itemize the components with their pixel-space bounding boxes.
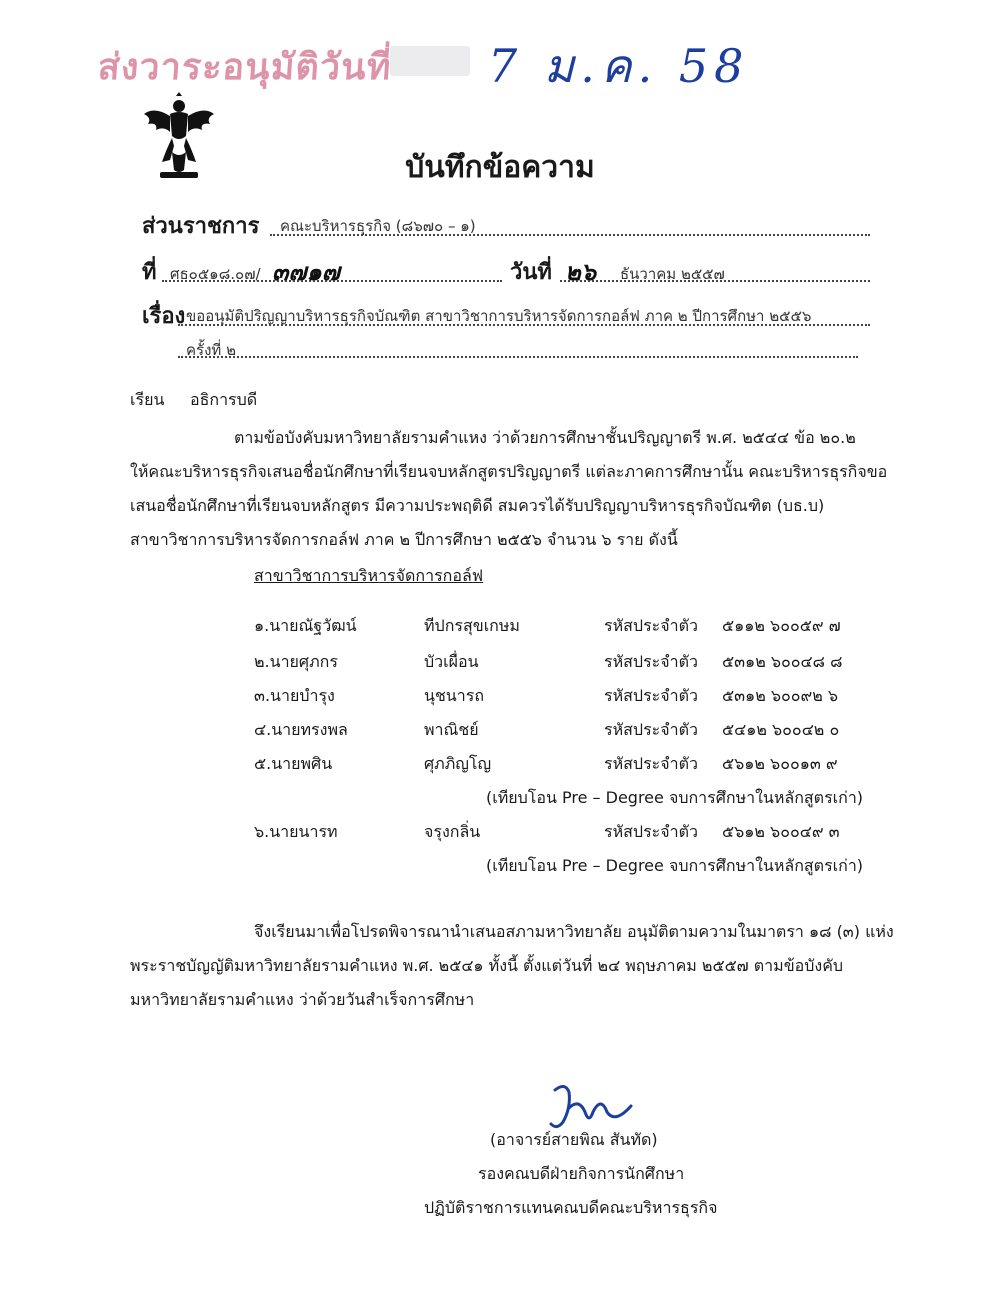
student-id: ๕๓๑๒ ๖๐๐๙๒ ๖: [722, 686, 839, 705]
signer-name: (อาจารย์สายพิณ สันทัด): [490, 1130, 658, 1149]
student-name: ๓.นายบำรุง: [254, 686, 335, 705]
student-surname: ทีปกรสุขเกษม: [424, 616, 520, 635]
student-name: ๑.นายณัฐวัฒน์: [254, 616, 357, 635]
paragraph-1-line: ตามข้อบังคับมหาวิทยาลัยรามคำแหง ว่าด้วยการศึกษาชั้นปริญญาตรี พ.ศ. ๒๕๔๔ ข้อ ๒๐.๒: [234, 428, 856, 447]
student-id-label: รหัสประจำตัว: [604, 652, 698, 671]
student-note: (เทียบโอน Pre – Degree จบการศึกษาในหลักสูตรเก่า): [486, 856, 864, 875]
subject-label: เรื่อง: [142, 304, 186, 329]
student-name: ๔.นายทรงพล: [254, 720, 348, 739]
paragraph-1-line: ให้คณะบริหารธุรกิจเสนอชื่อนักศึกษาที่เรียนจบหลักสูตรปริญญาตรี แต่ละภาคการศึกษานั้น คณะบริหารธุรกิจขอ: [130, 462, 888, 481]
subject-dotline-2: [178, 356, 858, 358]
student-id-label: รหัสประจำตัว: [604, 754, 698, 773]
student-name: ๕.นายพศิน: [254, 754, 333, 773]
student-id: ๕๖๑๒ ๖๐๐๑๓ ๙: [722, 754, 838, 773]
subject-line-1: ขออนุมัติปริญญาบริหารธุรกิจบัณฑิต สาขาวิชาการบริหารจัดการกอล์ฟ ภาค ๒ ปีการศึกษา ๒๕๕๖: [186, 307, 812, 325]
handwritten-date: 7 ม.ค. 58: [488, 39, 750, 93]
date-dotline: [560, 280, 870, 282]
student-id-label: รหัสประจำตัว: [604, 686, 698, 705]
student-name: ๒.นายศุภกร: [254, 652, 338, 671]
ref-dotline: [162, 280, 502, 282]
ref-prefix: ศธ๐๕๑๘.๐๗/: [170, 265, 261, 283]
subject-dotline-1: [178, 324, 870, 326]
paragraph-1-line: สาขาวิชาการบริหารจัดการกอล์ฟ ภาค ๒ ปีการศึกษา ๒๕๕๖ จำนวน ๖ ราย ดังนี้: [130, 530, 678, 549]
student-surname: บัวเผื่อน: [424, 652, 479, 671]
memo-title: บันทึกข้อความ: [405, 150, 595, 185]
student-note: (เทียบโอน Pre – Degree จบการศึกษาในหลักสูตรเก่า): [486, 788, 864, 807]
paragraph-2-line: พระราชบัญญัติมหาวิทยาลัยรามคำแหง พ.ศ. ๒๕๔๑ ทั้งนี้ ตั้งแต่วันที่ ๒๔ พฤษภาคม ๒๕๕๗ ตามข้อบังคับ: [130, 956, 844, 975]
approval-stamp: ส่งวาระอนุมัติวันที่: [96, 46, 393, 88]
stamp-smudge: [390, 46, 470, 76]
section-label: ส่วนราชการ: [142, 214, 260, 239]
ref-label: ที่: [142, 260, 157, 285]
student-id: ๕๓๑๒ ๖๐๐๔๘ ๘: [722, 652, 843, 671]
program-heading: สาขาวิชาการบริหารจัดการกอล์ฟ: [254, 566, 484, 585]
signer-position-2: ปฏิบัติราชการแทนคณบดีคณะบริหารธุรกิจ: [424, 1198, 718, 1217]
section-dotline: [270, 234, 870, 236]
subject-line-2: ครั้งที่ ๒: [186, 341, 236, 359]
salutation-to: อธิการบดี: [190, 390, 258, 409]
student-surname: ศุภภิญโญ: [424, 754, 492, 773]
student-name: ๖.นายนารท: [254, 822, 338, 841]
section-value: คณะบริหารธุรกิจ (๘๖๗๐ – ๑): [280, 217, 476, 235]
date-label: วันที่: [510, 260, 552, 285]
student-surname: พาณิชย์: [424, 720, 479, 739]
paragraph-2-line: มหาวิทยาลัยรามคำแหง ว่าด้วยวันสำเร็จการศึกษา: [130, 990, 475, 1009]
student-id: ๕๑๑๒ ๖๐๐๕๙ ๗: [722, 616, 841, 635]
student-id: ๕๖๑๒ ๖๐๐๔๙ ๓: [722, 822, 840, 841]
student-surname: จรุงกลิ่น: [424, 822, 481, 841]
paragraph-1-line: เสนอชื่อนักศึกษาที่เรียนจบหลักสูตร มีความประพฤติดี สมควรได้รับปริญญาบริหารธุรกิจบัณฑิต (บธ.บ): [130, 496, 825, 515]
student-id-label: รหัสประจำตัว: [604, 616, 698, 635]
date-day: ๒๖: [565, 257, 597, 286]
signer-position-1: รองคณบดีฝ่ายกิจการนักศึกษา: [478, 1164, 685, 1183]
ref-number: ๓๗๑๗: [272, 257, 340, 286]
student-surname: นุชนารถ: [424, 686, 484, 705]
student-id-label: รหัสประจำตัว: [604, 822, 698, 841]
date-rest: ธันวาคม ๒๕๕๗: [620, 265, 725, 283]
student-id-label: รหัสประจำตัว: [604, 720, 698, 739]
paragraph-2-line: จึงเรียนมาเพื่อโปรดพิจารณานำเสนอสภามหาวิทยาลัย อนุมัติตามความในมาตรา ๑๘ (๓) แห่ง: [254, 922, 894, 941]
student-id: ๕๔๑๒ ๖๐๐๔๒ ๐: [722, 720, 840, 739]
salutation-label: เรียน: [130, 390, 165, 409]
